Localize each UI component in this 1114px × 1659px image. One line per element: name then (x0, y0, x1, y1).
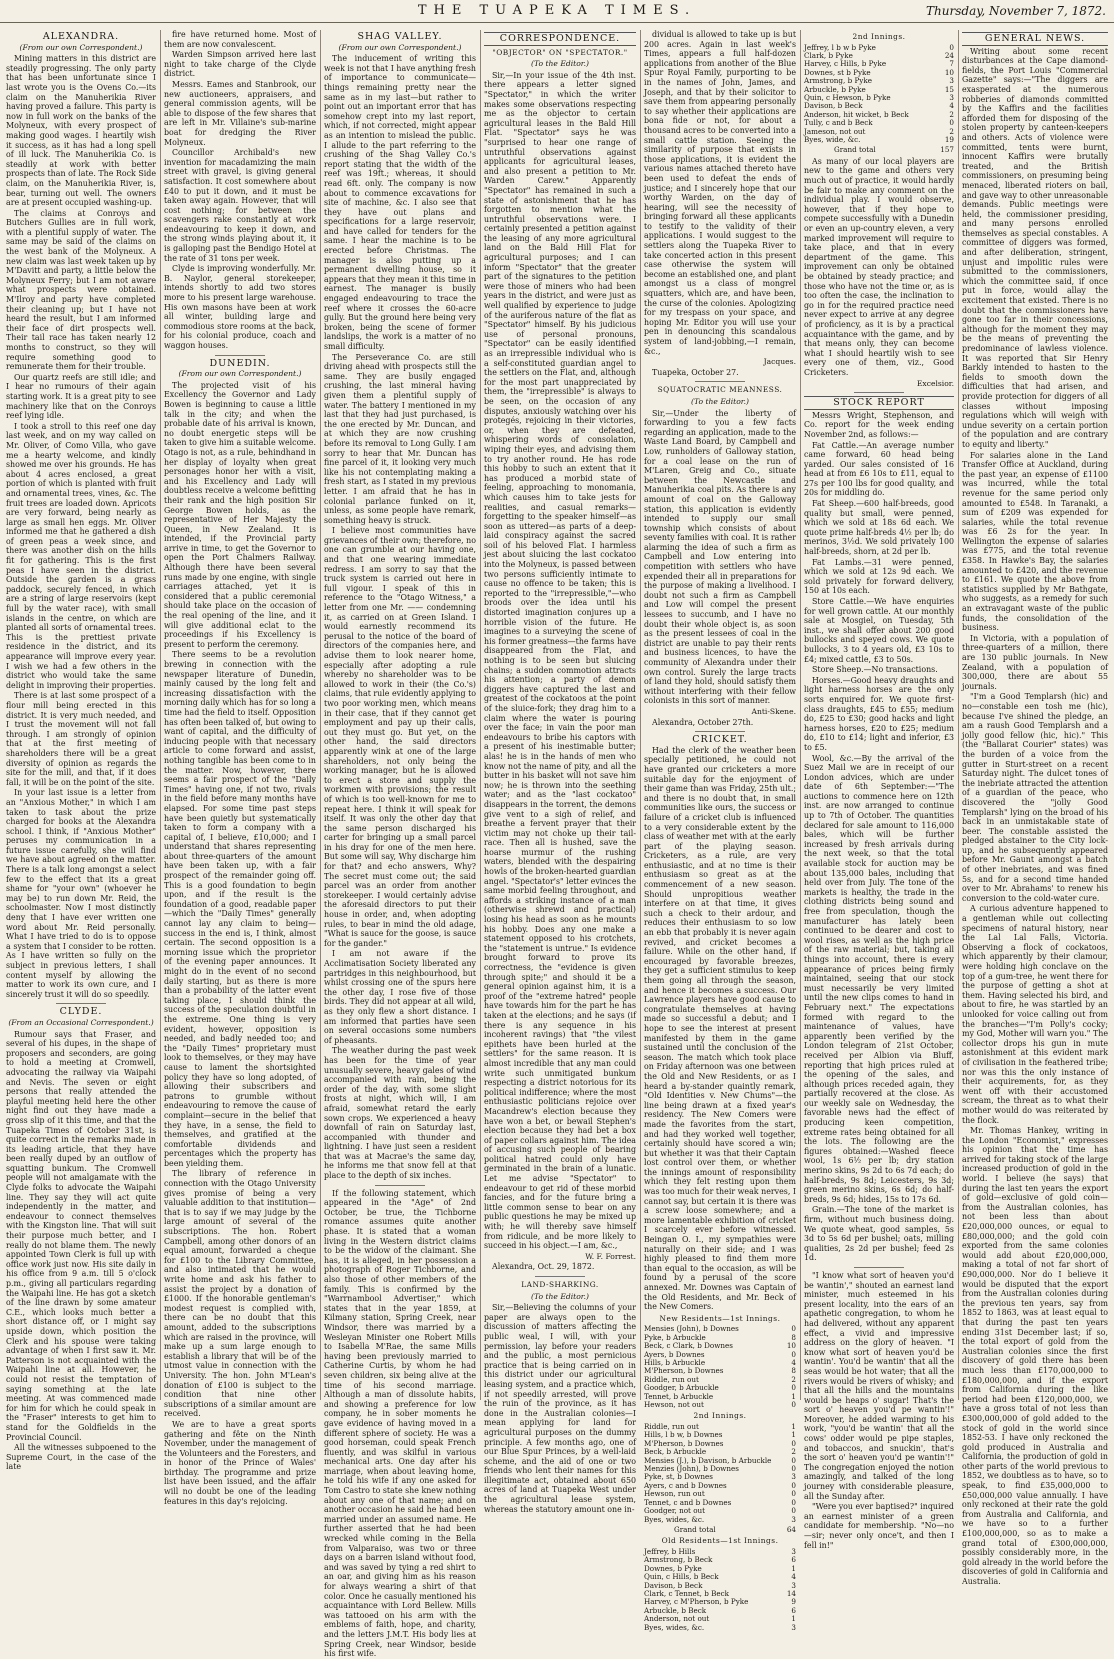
player-score: 6 (791, 1605, 796, 1615)
article-paragraph: I took a stroll to this reef one day last week, and on my way called on Mr. Oliver, of Como Villa, who gave me a hearty welcome, and kindly showed me over his grounds. He has about 4 acres enclosed, a great portion of which is planted with fruit and ornamental trees, vines, &c. The fruit trees are loaded down. Apricots are very forward, being nearly as large as small hen eggs. Mr. Oliver informed me that he gathered a dish of green peas a week since, and there was another dish on the hills fit for gathering. This is the first peas I have seen in the district. Outside the garden is a grass paddock, securely fenced, in which are a string of large reservoirs (kept full by the water race), with small islands in the centre, on which are planted all sorts of ornamental trees. This is the prettiest private residence in the district, and its appearance will improve every year. I wish we had a few others in the district who would take the same delight in improving their properties. (6, 421, 156, 690)
letter-signature: Jacques. (763, 357, 796, 367)
article-paragraph: A curious adventure happened to a gentleman while out collecting specimens of natural history, near the Lal Lal Falls, Victoria. Observing a flock of cockatoos, which apparently by their clamour, were holding high conclave on the top of a gum-tree, he went there for the purpose of getting a shot at them. Having selected his bird, and about to fire, he was startled by an unlooked for voice calling out from the branches—"I'm Polly's cocky; my God, Mother will warn you." The collector drops his gun in mute astonishment at this evident mark of civilisation in the feathered tribe; nor was this the only instance of their acquirements, for, as they went off with their accustomed scream, the threat as to what their mother would do was reiterated by the flock. (962, 904, 1108, 1125)
player-name: M'Pherson, b Downes (644, 1366, 724, 1376)
issue-date: Thursday, November 7, 1872. (926, 4, 1106, 18)
article-paragraph: The claims at Conroys and Butchers Gullies are in full work, with a plentiful supply of water. The same may be said of the claims on the west bank of the Molyneux. A new claim was last week taken up by M'Davitt and party, a little below the Molyneux Ferry; but I am not aware what prospects were obtained. M'Ilroy and party have completed their cleaning up; but I have not heard the result, but I am informed their face of dirt prospects well. Their tail race has taken nearly 12 months to construct, so they will require something good to remunerate them for their trouble. (6, 208, 156, 372)
player-score: 0 (791, 1455, 796, 1465)
player-score: 3 (791, 1622, 796, 1632)
column-7 (962, 30, 1108, 1586)
heading-correspondence: CORRESPONDENCE. (484, 32, 636, 46)
player-score: 0 (791, 1464, 796, 1474)
player-score: 10 (944, 67, 954, 77)
player-name: Riddle, run out (644, 1374, 699, 1384)
player-name: Byes, wides, &c. (644, 1514, 705, 1524)
player-name: Quin, c Hewson, b Pyke (804, 93, 891, 103)
player-name: Armstrong, b Pyke (804, 76, 872, 86)
article-paragraph: For salaries alone in the Land Transfer Office at Auckland, during the past year, an expense of £1100 was incurred, while the total revenue for the same period only amounted to £548. In Taranaki, a sum of £209 was expended for salaries, while the total revenue was £6 2s for the year. In Wellington the expense of salaries was £775, and the total revenue £358. In Hawke's Bay, the salaries amounted to £420, and the revenue to £161. We quote the above from statistics supplied by Mr Bathgate, who suggests, as a remedy for such an extravagant waste of the public funds, the consolidation of the business. (962, 450, 1108, 633)
player-name: M'Pherson, b Downes (644, 1438, 724, 1448)
heading-clyde: CLYDE. (59, 1006, 103, 1018)
player-name: Hills, b Arbuckle (644, 1358, 706, 1367)
player-name: Clark, c Tennet, b Beck (644, 1588, 730, 1598)
score-row (804, 136, 954, 144)
player-name: Beck, b Arbuckle (644, 1447, 707, 1457)
letter-place: Alexandra, Oct. 29, 1872. (492, 1262, 595, 1272)
article-paragraph: Writing about some recent disturbances at the Cape diamond-fields, the Port Louis "Commercial Gazette" says:—"The diggers are exasperated at the numerous robberies of diamonds committed by the Kaffirs and the facilities afforded them for disposing of the stolen property by canteen-keepers and others. Acts of violence were committed, tents were burnt, innocent Kaffirs were brutally treated, and the British commissioners, on presuming being menaced, liberated rioters on bail, and gave way to other unreasonable demands. Public meetings were held, the commissioner presiding, and many persons enrolled themselves as special constables. A committee of diggers was formed, and after deliberation, stringent, unjust and impolitic rules were submitted to the commissioners, which the committee said, if once put in force, would allay the excitement that existed. There is no doubt that the commissioners have gone too far in their concessions, although for the moment they may be the means of preventing the predominance of lawless violence. It was reported that Sir Henry Barkly intended to hasten to the fields to smooth down the difficulties that had arisen, and provide protection for diggers of all classes without imposing regulations which will weigh with undue severity on a certain portion of the population and are contrary to equity and liberty." (962, 46, 1108, 449)
stock-paragraph: Fat Sheep.—600 half-breeds, good quality but small, were penned, which we sold at 18s 6d each. We quote prime half-breds 4½ per lb; do merinos, 3½d. We sold privately 100 half-breeds, shorn, at 2d per lb. (804, 499, 954, 557)
article-paragraph: As many of our local players are new to the game and others very much out of practice, it would hardly be fair to make any comment on the individual play. I would observe, however, that if they hope to compete successfully with a Dunedin or even an up-country eleven, a very marked improvement will require to take place, and that in every department of the game. This improvement can only be obtained be obtained by steady practice; and those who have not the time or, as is too often the case, the inclination to go in for the required practice need never expect to arrive at any degree of proficiency, as it is by a practical acquaintance with the game, and by that means only, they can become what I should heartily wish to see every one of them, viz., Good Cricketers. (804, 156, 954, 377)
player-name: Anderson, not out (644, 1614, 710, 1624)
player-name: Tennet, c and b Downes (644, 1497, 732, 1507)
column-rule (320, 30, 321, 1400)
player-name: Pyke, b Arbuckle (644, 1332, 706, 1342)
player-name: Jameson, not out (804, 126, 866, 136)
player-name: Downes, b Pyke (644, 1563, 702, 1573)
article-paragraph: If the following statement, which appeared in the "Age" of 2nd October, be true, the Tichborne romance assumes quite another phase. It is stated that a woman living in the Western district claims to be the widow of the claimant. She has, it is alleged, in her possession a photograph of Roger Tichborne, and also those of other members of the family. This is confirmed by the "Warrnambool Advertiser," which states that in the year 1859, at Kilmany station, Spring Creek, near Windsor, there was married by a Wesleyan Minister one Robert Mills to Isabella M'Rae, the same Mills having been previously married to Catherine Curtis, by whom he had seven children, six being alive at the time of his second marriage. Although a man of dissolute habits, and showing a preference for low company, he in sober moments he gave evidence of having moved in a different sphere of society. He was a good horseman, could speak French fluently, and was skilful in various mechanical arts. One day after his marriage, when about leaving home, he told his wife if any one asked for Tom Castro to state she knew nothing about any one of that name; and on another occasion he said he had been married under an assumed name. He further asserted that he had been wrecked while coming in the Bella from Valparaiso, was two or three days on a barren island without food, and was saved by tying a red shirt to an oar, and giving him as his reason for always wearing a shirt of that color. Once he casually mentioned his acquaintance with Lord Bellew. Mills was tattooed on his arm with the emblems of faith, hope, and charity, and the letters J.M.T. His body lies at Spring Creek, near Windsor, beside his first wife. (324, 1188, 476, 1659)
article-paragraph: "I know what sort of heaven you'd be wantin'," shouted an earnest land minister, much esteemed in his present locality, into the ears of an apathetic congregation, to whom he had delivered, without any apparent effect, a vivid and impressive address on the glory of heaven. "I know what sort of heaven you'd be wantin'. You'd be wantin' that all the seas would be hot water; that all the rivers would be rivers of whisky; and that all the hills and the mountains would be heaps o' sugar! That's the sort o' heaven you'd pe wantin'!" Moreover, he added warming to his work, "you'd be wantin' that all the cows' odder would pe pipe staples, and tobaccos, and snuckin', that's the sort o' heaven you'd pe wantin'!" The congregation enjoyed the notion amazingly, and talked of the long journey with considerable pleasure, all the Sunday after. (804, 1270, 954, 1501)
letter-paragraph: dividual is allowed to take up is but 200 acres. Again in last week's Times, appears a full half-dozen applications from another of the Blue Spur Royal Family, purporting to be in the names of John, James, and Joseph, and that by their solicitor to save them from appearing personally to say whether their applications are bona fide or not, for about a thousand acres to be converted into a small cattle station. Seeing the similarity of purpose that exists in those applications, it is evident the various names attached thereto have been used to defeat the ends of justice; and I sincerely hope that our worthy Warden, on the day of hearing, will see the necessity of bringing forward all these applicants to testify to the validity of their applications. I would suggest to the settlers along the Tuapeka River to take concerted action in this present case otherwise the system will become an established one, and plant amongst us a class of mongrel squatters, which are, and have been, the curse of the colonies. Apologizing for my trespass on your space, and hoping Mr. Editor you will use your pen in denouncing this scandalous system of land-jobbing,—I remain, &c., (644, 30, 796, 356)
player-name: Davison, b Beck (804, 101, 863, 111)
player-score: 3 (791, 1514, 796, 1524)
player-name: Ayers, b Downes (644, 1349, 705, 1359)
scorecard-new-residents-2nd (644, 1423, 796, 1524)
article-paragraph: Mr. Thomas Hankey, writing in the London "Economist," expresses his opinion that the time has arrived for taking stock of the large increased production of gold in the world. I believe (he says) that during the last ten years the export of gold—exclusive of gold coin—from the Australian colonies, has not been less than about £20,000,000 ounces, or equal to £80,000,000; and the gold coin exported from the same colonies would add about £20,000,000, making a total of not far short of £90,000,000. Nor do I believe it would be disputed that the export from the Australian colonies during the previous ten years, say from 1852 to 1863, was at least equal to that during the past ten years ending 31st December last; if so, the total export of gold from the Australian colonies since the first discovery of gold there has been much less than £170,000,000 to £180,000,000, and if the export from California during the like period had been £120,000,000, we have a gross total of not less than £300,000,000 of gold added to the stock of gold in the world since 1852-53. I have only reckoned the gold produced in Australia and California, the production of gold in other parts of the world previous to 1852, we doubtless as to have, so to speak, to find £35,000,000 to £50,000,000 value annually. I have only reckoned at their rate the gold from Australia and California, and we have so to a further £100,000,000, so as to make a grand total of £300,000,000, possibly considerably more, in the gold already in the world before the discoveries of gold in California and Australia. (962, 1126, 1108, 1586)
letter-place: Tuapeka, October 27. (652, 367, 739, 377)
heading-dunedin: DUNEDIN. (209, 357, 271, 369)
column-4 (484, 30, 636, 1514)
divider (215, 355, 265, 356)
player-score: 0 (791, 1349, 796, 1359)
player-score: 0 (791, 1480, 796, 1490)
subheading-clyde: (From an Occasional Correspondent.) (8, 1017, 154, 1027)
grand-total-label: Grand total (674, 1524, 716, 1534)
column-rule (958, 30, 959, 1400)
stock-paragraph: Wool, &c.—By the arrival of the Suez Mail we are in receipt of our London advices, which are under date of 6th September:—"The auctions to commence here on 12th inst. are now arranged to continue up to 7th of October. The quantities declared for sale amount to 116,000 bales, which will be further increased by fresh arrivals during the next week, so that the total available stock for auction may be about 135,000 bales, including that held over from July. The tone of the markets is healthy, the trade in the clothing districts being sound and free from speculation, though the manufacturer has lately been continued to be dearer and cost to wool rises, as well as the high price of the raw material; but, taking all things into account, there is every appearance of prices being firmly maintained, seeing that our stock must necessarily be very limited until the new clips comes to hand in February next." The expectations formed with regard to the maintenance of values, have apparently been verified by the London telegram of 21st October, received per Albion via Bluff, reporting that high prices ruled at the opening of the sales, and although prices receded again, they partially recovered at the close. As our weekly sale on Wednesday, the favorable news had the effect of producing keen competition, extreme rates being obtained for all the lots. The following are the figures obtained:—Washed fleece wool, 1s 6½ per lb; dry station merino skins, 9s 2d to 6s 7d each; do half-breds, 9s 8d; Leicesters, 9s 3d; green merino skins, 6s 6d; do half-breds, 9s 6d; hides, 15s to 17s 6d. (804, 753, 954, 1204)
stock-paragraph: Horses.—Good heavy draughts and light harness horses are the only sorts enquired for. We quote first-class draughts, £45 to £55; medium do, £25 to £30; good hacks and light harness horses, £20 to £25; medium do, £10 to £14; light and inferior, £3 to £5. (804, 675, 954, 752)
player-name: Quin, c Hills, b Beck (644, 1572, 719, 1582)
subheading-dunedin: (From our own Correspondent.) (178, 369, 302, 379)
player-name: Jeffrey, l b w b Pyke (804, 42, 876, 52)
article-paragraph: The Perseverance Co. are still driving ahead with prospects still the same. They are busily engaged crushing, the last mineral having given them a plentiful supply of water. The battery I mentioned in my last that they had just purchased, is the one erected by Mr. Duncan, and at which they are now crushing before its removal to Long Gully. I am sorry to hear that Mr. Duncan has fine parcel of it, it looking very much like his not contemplating making a fresh start, as I stated in my previous letter. I am afraid that he has in colonial parlance funked on it, unless, as some people have remark, something heavy is struck. (324, 352, 476, 525)
player-score: 10 (786, 1341, 796, 1351)
column-6 (804, 30, 954, 1550)
divider (56, 1003, 106, 1004)
player-score: 9 (791, 1597, 796, 1607)
player-name: Clark, b Pyke (804, 51, 853, 60)
player-score: 19 (944, 135, 954, 145)
player-score: 3 (791, 1546, 796, 1556)
player-name: Mensies (John), b Downes (644, 1324, 739, 1334)
article-paragraph: Messrs. Eames and Stanbrook, our new auctioneers, appraisers, and general commission agents, will be able to dispose of the few shares that are left in Mr. Villaine's sub-marine boat for dredging the River Molyneux. (164, 79, 316, 147)
player-name: Hills, l b w, b Downes (644, 1430, 723, 1440)
letter-title: SQUATOCRATIC MEANNESS. (657, 385, 783, 395)
score-row (644, 1624, 796, 1632)
player-score: 2 (791, 1447, 796, 1457)
heading-cricket: CRICKET. (692, 734, 748, 746)
player-score: 8 (791, 1366, 796, 1376)
stock-paragraph: Messrs Wright, Stephenson, and Co. report for the week ending November 2nd, as follows:— (804, 410, 954, 439)
player-name: Hewson, run out (644, 1489, 705, 1499)
player-score: 1 (791, 1563, 796, 1573)
player-name: Harvey, c M'Pherson, b Pyke (644, 1597, 749, 1607)
grand-total-label: Grand total (834, 145, 876, 155)
report-signature: Excelsior. (916, 378, 954, 388)
article-paragraph: We are to have a great sports gathering and fête on the Ninth November, under the management of the Volunteers and the Foresters, and in honor of the Prince of Wales' birthday. The programme and prize list have been issued, and the affair will no doubt be one of the leading features in this day's rejoicing. (164, 1419, 316, 1506)
article-paragraph: In Victoria, with a population of three-quarters of a million, there are 130 public journals. In New Zealand, with a population of 300,000, there are about 55 journals. (962, 633, 1108, 691)
score-row (644, 1401, 796, 1409)
grand-total-value: 64 (786, 1524, 796, 1534)
column-rule (640, 30, 641, 1400)
player-name: Mensies (J.), b Davison, b Arbuckle (644, 1455, 772, 1465)
newspaper-title: THE TUAPEKA TIMES. (417, 3, 697, 18)
player-score: 0 (791, 1400, 796, 1410)
player-name: Downes, st b Pyke (804, 67, 871, 77)
heading-alexandra: ALEXANDRA. (42, 31, 120, 42)
player-score: 1 (791, 1430, 796, 1440)
player-name: Arbuckle, b Beck (644, 1605, 707, 1615)
player-name: Jeffrey, b Hills (644, 1546, 696, 1556)
player-score: 2 (949, 126, 954, 136)
player-score: 0 (949, 42, 954, 52)
divider (854, 1267, 904, 1268)
player-name: Byes, wide, &c. (804, 135, 861, 145)
grand-total-value: 157 (940, 145, 954, 155)
player-score: 1 (791, 1391, 796, 1401)
scorecard-title: Old Residents—1st Innings. (661, 1536, 779, 1546)
article-paragraph: Councillor Archibald's new invention for macadamizing the main street with gravel, is giving general satisfaction. It cost somewhere about £40 to put it down, and it must be taken away again. However, that will cost nothing; for between the scavengers rake constantly at work endeavouring to keep it down, and the strong winds playing about it, it is galloping past the Bendigo Hotel at the rate of 31 tons per week. (164, 148, 316, 263)
player-score: 1 (791, 1614, 796, 1624)
subheading-alexandra: (From our own Correspondent.) (19, 42, 143, 52)
player-score: 14 (786, 1588, 796, 1598)
player-name: Armstrong, b Beck (644, 1555, 713, 1565)
player-score: 0 (791, 1497, 796, 1507)
grand-total (644, 1526, 796, 1534)
player-score: 3 (949, 93, 954, 103)
player-score: 2 (949, 109, 954, 119)
article-paragraph: fire have returned home. Most of them are now convalescent. (164, 30, 316, 49)
article-paragraph: The inducement of writing this week is not that I have anything fresh of importance to communicate—things remaining pretty near the same as in my last—but rather to point out an important error that has somehow crept into my last report, which, if not corrected, might appear as an intention to mislead the public. I allude to the part referring to the crushing of the Shag Valley Co.'s report stating that the width of the reef was 19ft.; whereas, it should read 6ft. only. The company is now about to commence excavations for site of machine, &c. I also see that they have out plans and specifications for a large reservoir, and have called for tenders for the same. I hear the machine is to be erected before Christmas. The manager is also putting up a permanent dwelling house, so it appears that they mean it this time in earnest. The manager is busily engaged endeavouring to trace the reef where it crosses the 60-acre gully. But the ground here being very broken, being the scene of former landslips, the work is a matter of no small difficulty. (324, 54, 476, 351)
letter-title: "OBJECTOR" ON "SPECTATOR." (492, 47, 628, 57)
article-paragraph: Mining matters in this district are steadily progressing. The only party that has been unfortunate since I last wrote you is the Ovens Co.—its claim on the Manuherikia River having proved a failure. This party is now in full work on the banks of the Molyneux, with every prospect of making good wages. I heartily wish it success, as it has had a long spell of ill luck. The Manuherikia Co. is steadily at work with better prospects than of late. The Rock Side claim, on the Manuherikia River, is, bear, turning out well. The owners are at present occupied washing-up. (6, 54, 156, 208)
letter-subtitle: (To the Editor.) (531, 1291, 589, 1301)
letter-subtitle: (To the Editor.) (531, 59, 589, 69)
article-paragraph: Rumour says that Fraser, and several of his dupes, in the shape of proposers and seconders, are going to hold a meeting at Cromwell, advocating the railway via Waipahi and Nevis. The seven or eight persons that really attended the playful meeting held here the other night find out they have made a gross slip of it this time, and that the Tuapeka Times of October 31st, is quite correct in the remarks made in its leading article, that they have been really duped by an outflow of squatting bunkum. The Cromwell people will not amalgamate with the Clyde folks to advocate the Waipahi line. They say they will act quite independently in the matter, and endeavour to connect themselves with the Kingston line. That will suit their purpose much better, and I really do not blame them. The newly appointed Town Clerk is full up with office work just now. His site daily in his office from 9 a.m. till 5 o'clock p.m., giving all particulars regarding the Waipahi line. He has got a sketch of the line drawn by some amateur C.E., which looks much better a short distance off, or I might say upside down, which position the Clerk and his spouse were taking advantage of when I first saw it. Mr. Patterson is not acquainted with the Waipahi line at all. However, he could not resist the temptation of saying something at the late meeting. At was commenced made for him for which he could speak in the "Fraser" interests to get him to stand for the Goldfields in the Provincial Council. (6, 1029, 156, 1442)
player-score: 4 (791, 1358, 796, 1367)
player-name: Goodger, b Arbuckle (644, 1383, 719, 1393)
scorecard-new-residents (644, 1325, 796, 1409)
player-score: 0 (791, 1506, 796, 1516)
divider (695, 381, 745, 382)
player-name: Tully, c and b Beck (804, 118, 873, 128)
letter-paragraph: Sir,—Believing the columns of your paper are always open to the discussion of matters affecting the public weal, I will, with your permission, lay before your readers and the public, a most pernicious practice that is being carried on in this district under our agricultural leasing system, and a practice which, if not speedily arrested, will prove the ruin of the province, as it has done in the Australian colonies—I mean applying for land for agricultural purposes on the dummy principle. A few months ago, one of our Blue Spur Princes, by a well-laid scheme, and the aid of one or two friends who lent their names for this illegitimate act, obtained about 650 acres of land at Tuapeka West under the agricultural lease system, whereas the statutory amount one in- (484, 1303, 636, 1514)
player-name: Beck, c Clark, b Downes (644, 1341, 733, 1351)
subheading-shag-valley: (From our own Correspondent.) (338, 42, 462, 52)
player-score: 0 (949, 118, 954, 128)
letter-subtitle: (To the Editor.) (691, 396, 749, 406)
stock-paragraph: Fat Lambs.—31 were penned, which we sold at 12s 9d each. We sold privately for forward delivery, 150 at 10s each. (804, 557, 954, 596)
grand-total (804, 146, 954, 154)
stock-paragraph: Store Cattle.—We have enquiries for well grown cattle. At our monthly sale at Mosgiel, on Tuesday, 5th inst., we shall offer about 200 good bullocks and speyed cows. We quote bullocks, 3 to 4 years old, £3 10s to £4; mixed cattle, £3 to 50s. (804, 597, 954, 664)
player-name: Menzies (John), b Downes (644, 1464, 739, 1474)
player-name: Pyke, st, b Downes (644, 1472, 713, 1482)
divider (375, 1185, 425, 1186)
article-paragraph: Had the clerk of the weather been specially petitioned, he could not have granted our cricketers a more suitable day for the enjoyment of their game than was Friday, 25th ult.; and there is no doubt that, in small communities like ours, the success or failure of a cricket club is influenced to a very considerable extent by the class of weather met with at the early part of the playing season. Cricketers, as a rule, are very enthusiastic, and at no time is their enthusiasm so great as at the commencement of a new season. Should unpropitious weather interfere on at that time, it gives such a check to their ardour, and reduces their enthusiasm to so low an ebb that probably it is never again revived, and cricket becomes a failure. While on the other hand, if encouraged by favorable breezes, they get a sufficient stimulus to keep them going all through the season, and hence it becomes a success. Our Lawrence players have good cause to congratulate themselves at having made so successful a debut; and I hope to see the interest at present manifested by them in the game sustained until the conclusion of the season. The match which took place on Friday afternoon was one between the Old and New Residents, or as I heard a by-stander quaintly remark, "Old Identities v. New Chums"—the line being drawn at a fixed year's residency. The New Comers were made the favorites from the start, and had they worked well together, certainly should have scored a win; but whether it was that their Captain lost control over them, or whether the innings amount of responsibility which they felt resting upon them was too much for their weak nerves, I cannot say, but certain it is there was a screw loose somewhere; and a more lamentable exhibition of cricket I scarcely ever before witnessed. Beingan O. I., my sympathies were naturally on their side; and I was highly pleased to find them more than equal to the occasion, as will be found by a perusal of the score annexed. Mr. Downes was Captain of the Old Residents, and Mr. Beck of the New Comers. (644, 745, 796, 1312)
scorecard-old-residents-2nd (804, 44, 954, 145)
letter-title: LAND-SHARKING. (521, 1280, 599, 1289)
article-paragraph: The weather during the past week has been for the time of year unusually severe, heavy gales of wind accompanied with rain, being the order of the day, with some slight frosts at night, which will, I am afraid, somewhat retard the early sown crops. We experienced a heavy downfall of rain on Saturday last, accompanied with thunder and lightning. I have just seen a resident that was at Macrae's the same day, he informs me that snow fell at that place to the depth of six inches. (324, 1046, 476, 1181)
stock-paragraph: Fat Cattle.—An average number came forward, 60 head being yarded. Our sales consisted of 16 head at from £6 10s to £11, equal to 27s per 100 lbs for good quality, and 20s for middling do. (804, 440, 954, 498)
scorecard-title: New Residents—1st Innings. (659, 1313, 781, 1323)
scorecard-old-residents (644, 1548, 796, 1632)
player-score: 4 (949, 101, 954, 111)
player-name: Ayers, c and b Downes (644, 1480, 727, 1490)
letter-place: Alexandra, October 27th. (652, 717, 754, 727)
article-paragraph: All the witnesses subpoened to the Supreme Court, in the case of the late (6, 1443, 156, 1472)
player-score: 3 (791, 1580, 796, 1590)
divider (854, 392, 904, 393)
column-1 (6, 30, 156, 1472)
scorecard-title: 2nd Innings. (693, 1411, 747, 1421)
player-name: Davison, b Beck (644, 1580, 703, 1590)
player-score: 6 (791, 1555, 796, 1565)
article-paragraph: Our quartz reefs are still idle; and I hear no rumours of their again starting work. It is a great pity to see machinery like that on the Conroys reef lying idle. (6, 372, 156, 421)
letter-signature: Anti-Skene. (751, 706, 796, 716)
article-paragraph: The projected visit of his Excellency the Governor and Lady Bowen is beginning to cause a little talk in the city; and when the probable date of his arrival is known, no doubt energetic steps will be taken to give him a suitable welcome. Otago is not, as a rule, behindhand in her display of loyalty when great personages honor her with a visit, and his Excellency and Lady will doubtless receive a welcome befitting their rank and the high position Sir George Bowen holds, as the representative of Her Majesty the Queen, in New Zealand. It is intended, if the Provincial party arrive in time, to get the Governor to open the Port Chalmers Railway. Although there have been several runs made by one engine, with single carriages attached, yet it is considered that a public ceremonial should take place on the occasion of the real opening of the line, and it will give additional eclat to the proceedings if his Excellency is present to perform the ceremony. (164, 380, 316, 649)
player-score: 0 (791, 1438, 796, 1448)
player-score: 1 (791, 1422, 796, 1432)
player-score: 0 (791, 1383, 796, 1393)
article-paragraph: In your last issue is a letter from an "Anxious Mother," in which I am taken to task about the prize charged for books at the Alexandra school. I think, if "Anxious Mother" peruses my communication in a future issue carefully, she will find we have about agreed on the matter. There is a talk long amongst a select few to the effect that its a great shame for "your own" (whoever he may be) to run down Mr. Reid, the schoolmaster. Now I most distinctly deny that I have ever written one word about Mr. Reid personally. What I have tried to do is to oppose a system that I consider to be rotten. As I have written so fully on the subject in previous letters, I shall content myself by allowing the matter to work its own cure, and I sincerely trust it will do so speedily. (6, 788, 156, 999)
letter-paragraph: Sir,—In your issue of the 4th inst. there appears a letter signed "Spectator," in which the writer makes some observations respecting me as the objector to certain agricultural leases in the Bald Hill Flat. "Spectator" says he was "surprised to hear one range of untruthful observations against applicants for agricultural leases, and also present a petition to Mr. Warden Carew." Apparently "Spectator" has remained in such a state of astonishment that he has forgotten to mention what the untruthful observations were. I certainly presented a petition against the leasing of any more agricultural land on the Bald Hill Flat for agricultural purposes; and I can inform "Spectator" that the greater part of the signatures to the petition were those of miners who had been years in the district, and were just as well qualified by experience to judge of the auriferous nature of the flat as "Spectator" himself. By his judicious use of personal pronouns, "Spectator" can be easily identified as an irrepressible individual who is a self-constituted guardian angel to the settlers on the Flat, and, although for the most part unappreciated by them, the "irrepressible" is always to be seen, on the occasion of any disputes, anxiously watching over his protegés, rejoicing in their victories, or, when they are defeated, whispering words of consolation, wiping their eyes, and advising them to try another round. He has rode this hobby to such an extent that it has produced a morbid state of feeling, approaching to monomania, which causes him to take jests for realities, and casual remarks—forgetting to the speaker himself—as soon as uttered—as parts of a deep-laid conspiracy against the sacred soil of his beloved Flat. I harmless jest about sluicing the last cockatoo into the Molyneux, is passed between two persons sufficiently intimate to cause no offence to be taken; this is reported to the "irrepressible,"—who broods over the idea until his distorted imagination conjures up a horrible vision of the future. He imagines to a surveying the scene of his former greatness—the farms have disappeared from the Flat, and nothing is to be seen but sluicing chains; a sudden commotion attracts his attention; a party of demon diggers have captured the last and greatest of the cockatoos at the point of the sluice-fork; they drag him to a claim where the water is pouring over the face; in vain the poor man endeavours to bribe his captors with a present of his inestimable butter; alas! he is in the hands of men who know not the name of pity, and all the butter in his basket will not save him now; he is thrown into the seething water; and as the "last cockatoo" disappears in the torrent, the demons give vent to a sigh of relief, and breathe a fervent prayer that their victim may not choke up their tail-race. Then all is hushed, save the hoarse murmur of the rushing waters, blended with the despairing howls of the broken-hearted guardian angel. "Spectator's" letter evinces the same morbid feeling throughout, and affords a striking instance of a man (otherwise shrewd and practical) losing his head as soon as he mounts his hobby. Does any one make a statement opposed to his crotchets, the "statement is untrue." Is evidence brought forward to prove its correctness, the "evidence is given through spite;" and should it be a general opinion against him, it is a proof of the "extreme hatred" people have towards him for the part he has taken at the elections; and he says (if there is any sequence in his incoherent ravings) that "the vilest epithets have been hurled at the settlers" for the same reason. It is almost incredible that any man could write such unmitigated bunkum respecting a district notorious for its political indifference; where the most enthusiastic politicians rejoice over Macandrew's election because they have won a bet, or bewail Stephen's election because they had bet a box of paper collars against him. The idea of accusing such people of bearing political hatred could only have germinated in the brain of a lunatic. Let me advise "Spectator" to endeavour to get rid of these morbid fancies, and for the future bring a little common sense to bear on any public questions he may be mixed up with; he will thereby save himself from ridicule, and be more likely to succeed in his object.—I am, &c., (484, 70, 636, 1251)
article-paragraph: I am not aware if the Acclimatisation Society liberated any partridges in this neighbourhood, but whilst crossing one of the spurs here the other day, I rose five of those birds. They did not appear at all wild, as they only flew a short distance. I am informed that parties have seen on several occasions some numbers of pheasants. (324, 949, 476, 1045)
column-rule (480, 30, 481, 1400)
column-3 (324, 30, 476, 1659)
divider (535, 1276, 585, 1277)
player-name: Arbuckle, b Pyke (804, 84, 866, 94)
heading-general-news: GENERAL NEWS. (962, 32, 1108, 46)
column-2 (164, 30, 316, 1506)
player-name: Goodger, not out (644, 1506, 706, 1516)
article-paragraph: There seems to be a revolution brewing in connection with the newspaper literature of Dunedin, mainly caused by the long felt and increasing dissatisfaction with the morning daily which has for so long a time had the field to itself. Opposition has often been talked of, but owing to want of capital, and the difficulty of inducing people with that necessary article to come forward and assist, nothing tangible has been come to in the matter. Now, however, there seems a fair prospect of the "Daily Times" having one, if not two, rivals in the field before many months have elapsed. For some time past steps have been quietly but systematically taken to form a company with a capital of, I believe, £10,000; and I understand that shares representing about three-quarters of the amount have been taken up, with a fair prospect of the remainder going off. This is a good foundation to begin upon, and if the result is the foundation of a good, readable paper—which the "Daily Times" generally cannot lay any claim to being—success in the end is, I think, almost certain. The second opposition is a morning issue which the proprietor of the evening paper announces. It might do in the event of no second daily starting, but as there is more than a probability of the latter event taking place, I should think the success of the speculation doubtful in the extreme. One thing is very evident, however, opposition is needed, and badly needed too; and the "Daily Times" proprietary must look to themselves, or they may have cause to lament the shortsighted policy they have so long adopted, of allowing their subscribers and patrons to grumble without endeavouring to remove the cause of complaint—secure in the belief that they have, in a sense, the field to themselves, and gratified at the comfortable dividends and percentages which the property has been yielding them. (164, 650, 316, 1168)
player-score: 0 (791, 1489, 796, 1499)
player-name: Anderson, hit wicket, b Beck (804, 109, 909, 119)
player-score: 24 (944, 51, 954, 60)
player-name: Tennet, b Arbuckle (644, 1391, 714, 1401)
divider (695, 731, 745, 732)
player-score: 8 (791, 1332, 796, 1342)
stock-paragraph: Store Sheep.—No transactions. (812, 665, 938, 675)
player-score: 3 (949, 76, 954, 86)
article-paragraph: Clyde is improving wonderfully. Mr. B. Naylor, general storekeeper, intends shortly to add two stores more to his present large warehouse. His own masons have been at work all winter, building large and commodious store rooms at the back, for his colonial produce, coach and waggon houses. (164, 264, 316, 350)
heading-stock-report: STOCK REPORT (804, 396, 954, 410)
article-paragraph: Warden Simpson arrived here last night to take charge of the Clyde district. (164, 50, 316, 79)
score-row (644, 1516, 796, 1524)
masthead (0, 0, 1114, 23)
player-score: 7 (949, 59, 954, 69)
column-rule (160, 30, 161, 1400)
article-paragraph: "I'm a Good Templarsh (hic) and no—constable een tosh me (hic), because I've shined the pledge, an am a raush Good Templarsh and a jolly good fellow (hic, hic)." This (the "Ballarat Courier" states) was the burden of a voice from the gutter in Sturt-street on a recent Saturday night. The dulcet tones of the inebriate attracted the attention of a guardian of the peace, who discovered the "jolly Good Templarsh" lying on the broad of his back in an unmistakable state of beer. The constable assisted the pledged abstainer to the City lock-up, and he subsequently appeared before Mr. Gaunt amongst a batch of other inebriates, and was fined 5s, and for a second time handed over to Mr. Abrahams' to renew his conversion to the cold-water cure. (962, 692, 1108, 903)
scorecard-title: 2nd Innings. (852, 32, 906, 41)
column-rule (800, 30, 801, 1400)
article-paragraph: "Were you ever baptised?" inquired an earnest minister of a green candidate for membership. "No—no—sir; never only once't, and then I fell in!" (804, 1502, 954, 1550)
player-score: 15 (944, 84, 954, 94)
player-name: Byes, wides, &c. (644, 1622, 705, 1632)
player-score: 0 (791, 1324, 796, 1334)
player-name: Harvey, c Hills, b Pyke (804, 59, 887, 69)
letter-signature: W. F. Forrest. (585, 1251, 636, 1261)
player-name: Hewson, not out (644, 1400, 704, 1410)
article-paragraph: The library of reference in connection with the Otago University gives promise of being a very valuable addition to that institution—that is to say if we may judge by the large amount of several of the subscriptions. The hon. Robert Campbell, among other donors of an equal amount, forwarded a cheque for £100 to the Library Committee, and also intimated that he would write home and ask his father to assist the project by a donation of £1000. If the honorable gentleman's modest request is complied with, there can be no doubt that this amount, added to the subscriptions which are raised in the province, will make up a sum large enough to establish a library that will be of the utmost value in connection with the University. The hon. John M'Lean's donation of £100 is subject to the condition that nine other subscriptions of a similar amount are received. (164, 1169, 316, 1419)
letter-paragraph: Sir,—Under the liberty of forwarding to you a few facts regarding an application, made to the Waste Land Board, by Campbell and Low, runholders of Galloway station, for a coal lease on the run of M'Laren, Greig and Co., situate between the Newcastle and Manuherikia coal pits. As there is any amount of coal on the Galloway station, this application is evidently intended to supply our small township which consists of about seventy families with coal. It is rather alarming the idea of such a firm as Campbell and Low entering into competition with settlers who have expended their all in preparations for the purpose of making a livelihood. I doubt not such a firm as Campbell and Low will compel the present lessees to succumb, and I have no doubt their whole object is, as soon as the present lessees of coal in the district are unable to pay their rents and business licences, to have the community of Alexandra under their own control. Surely the large tracts of land they hold, should satisfy them without interfering with their fellow colonists in this sort of manner. (644, 408, 796, 706)
stock-paragraph: Grain.—The tone of the market is firm, without much business doing. We quote wheat, good samples, 5s 3d to 5s 6d per bushel; oats, milling qualities, 2s 2d per bushel; feed 2s 1d. (804, 1205, 954, 1263)
column-5 (644, 30, 796, 1632)
player-score: 4 (791, 1572, 796, 1582)
player-name: Riddle, run out (644, 1422, 699, 1432)
heading-shag-valley: SHAG VALLEY. (357, 31, 443, 42)
player-score: 2 (791, 1374, 796, 1384)
player-score: 3 (791, 1472, 796, 1482)
article-paragraph: I believe most communities have grievances of their own; therefore, no one can grumble at our having one, and that one wearing immediate redress. I am sorry to say that the truck system is carried out here in full vigour. I speak of this in reference to the "Otago Witness," a letter from one Mr. —— condemning it, as carried on at Green Island. I would earnestly recommend its perusal to the notice of the board of directors of the companies here, and advise them to look nearer home, especially after adopting a rule whereby no shareholder was to be allowed to work in their (the Co.'s) claims, that rule evidently applying to two poor working men, which means in their case, that if they cannot get employment and pay up their calls, out they must go. But yet, on the other hand, the said directors apparently wink at one of the large shareholders, not only being the working manager, but he is allowed to erect a store and supply the workmen with provisions; the result of which is too well-known for me to repeat here. I think it will speak for itself. It was only the other day that the same person discharged his carter for bringing up a small parcel in his dray for one of the men here. But some will say, Why discharge him for that? and echo answers, Why? The secret must come out; the said parcel was an order from another storekeeper. I would certainly advise the aforesaid directors to put their house in order, and, when adopting rules, to bear in mind the old adage, "What is sauce for the goose, is sauce for the gander." (324, 526, 476, 948)
article-paragraph: There is at last some prospect of a flour mill being erected in this district. It is very much needed, and I trust the movement will not fall through. I am strongly of opinion that at the first meeting of shareholders there will be a great diversity of opinion as regards the site for the mill, and that, if it does fall, it will be on the point of the site. (6, 691, 156, 787)
